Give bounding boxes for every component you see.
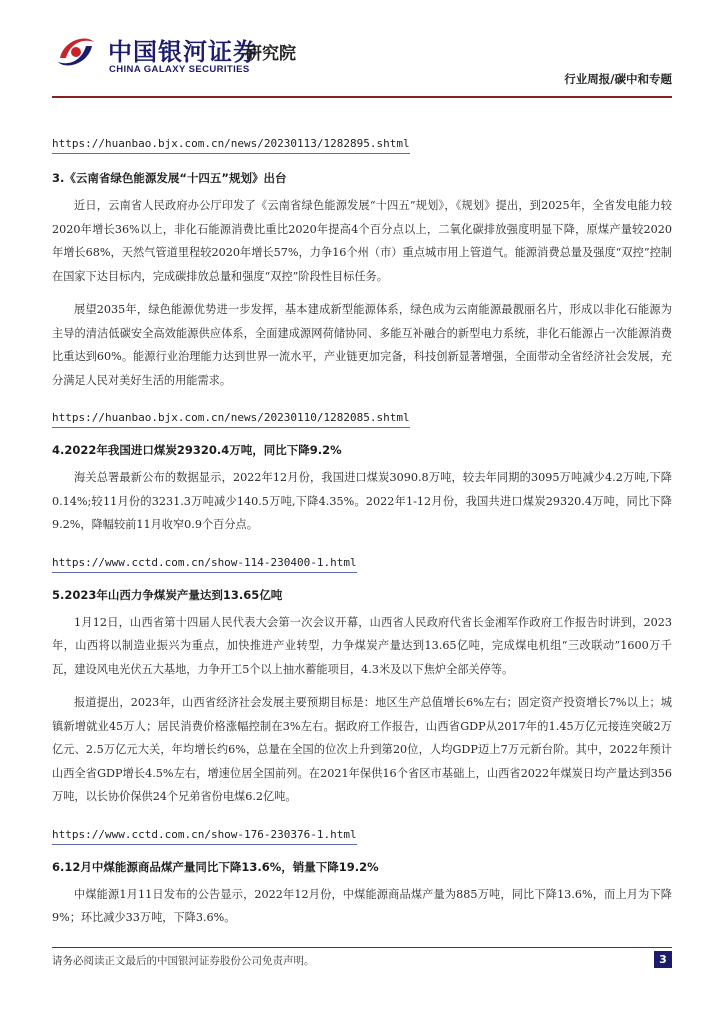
section-title: 3.《云南省绿色能源发展“十四五”规划》出台	[52, 171, 287, 185]
source-link[interactable]: https://www.cctd.com.cn/show-176-230376-1.html	[52, 827, 357, 841]
source-link[interactable]: https://huanbao.bjx.com.cn/news/20230113/1282895.shtml	[52, 137, 410, 150]
body-paragraph: 1月12日，山西省第十四届人民代表大会第一次会议开幕，山西省人民政府代省长金湘军作政府工作报告时讲到，2023年，山西将以制造业振兴为重点，加快推进产业转型，力争煤炭产量达到13.65亿吨，完成煤电机组“三改联动”1600万千瓦，建设风电光伏五大基地，力争开工5个以上抽水蓄能项目，4.3米及以下焦炉全部关停等。	[52, 615, 672, 676]
section-title: 6.12月中煤能源商品煤产量同比下降13.6%，销量下降19.2%	[52, 859, 379, 874]
logo-english-name: CHINA GALAXY SECURITIES	[109, 64, 250, 75]
section-title: 4.2022年我国进口煤炭29320.4万吨，同比下降9.2%	[52, 443, 342, 457]
link-wrapper	[52, 411, 410, 428]
document-type: 行业周报/碳中和专题	[564, 72, 672, 86]
link-wrapper	[52, 137, 410, 154]
logo-chinese-name: 中国银河证券	[108, 38, 258, 66]
body-paragraph: 近日，云南省人民政府办公厅印发了《云南省绿色能源发展“十四五”规划》，《规划》提出，到2025年，全省发电能力较2020年增长36%以上，非化石能源消费比重比2020年提高4个百分点以上，二氧化碳排放强度明显下降，原煤产量较2020年增长68%，天然气管道里程较2020年增长57%，力争16个州（市）重点城市用上管道气。能源消费总量及强度“双控”控制在国家下达目标内，完成碳排放总量和强度“双控”阶段性目标任务。	[52, 199, 672, 283]
source-link[interactable]: https://huanbao.bjx.com.cn/news/20230110/1282085.shtml	[52, 411, 410, 424]
section-title: 5.2023年山西力争煤炭产量达到13.65亿吨	[52, 587, 283, 602]
institute-label: 研究院	[245, 44, 296, 64]
body-paragraph: 海关总署最新公布的数据显示，2022年12月份，我国进口煤炭3090.8万吨，较去年同期的3095万吨减少4.2万吨,下降0.14%;较11月份的3231.3万吨减少140.5万吨,下降4.35%。2022年1-12月份，我国共进口煤炭29320.4万吨，同比下降9.2%，降幅较前11月收窄0.9个百分点。	[52, 471, 672, 531]
page-number: 3	[654, 951, 672, 968]
body-paragraph: 展望2035年，绿色能源优势进一步发挥，基本建成新型能源体系，绿色成为云南能源最靓丽名片，形成以非化石能源为主导的清洁低碳安全高效能源供应体系，全面建成源网荷储协同、多能互补融合的新型电力系统，非化石能源占一次能源消费比重达到60%。能源行业治理能力达到世界一流水平，产业链更加完备，科技创新显著增强，全面带动全省经济社会发展，充分满足人民对美好生活的用能需求。	[52, 303, 672, 387]
footer-divider	[52, 947, 672, 948]
link-wrapper	[52, 828, 357, 845]
body-paragraph: 中煤能源1月11日发布的公告显示，2022年12月份，中煤能源商品煤产量为885万吨，同比下降13.6%，而上月为下降9%；环比减少33万吨，下降3.6%。	[52, 887, 672, 924]
body-paragraph: 报道提出，2023年，山西省经济社会发展主要预期目标是：地区生产总值增长6%左右；固定资产投资增长7%以上；城镇新增就业45万人；居民消费价格涨幅控制在3%左右。据政府工作报告，山西省GDP从2017年的1.45万亿元接连突破2万亿元、2.5万亿元大关，年均增长约6%，总量在全国的位次上升到第20位，人均GDP迈上7万元新台阶。其中，2022年预计山西全省GDP增长4.5%左右，增速位居全国前列。在2021年保供16个省区市基础上，山西省2022年煤炭日均产量达到356万吨，以长协价保供24个兄弟省份电煤6.2亿吨。	[52, 696, 672, 803]
galaxy-logo-icon	[52, 28, 100, 76]
main-content	[52, 132, 672, 936]
link-wrapper	[52, 556, 357, 573]
header-divider	[52, 96, 672, 98]
disclaimer-note: 请务必阅读正文最后的中国银河证券股份公司免责声明。	[52, 955, 315, 967]
source-link[interactable]: https://www.cctd.com.cn/show-114-230400-1.html	[52, 555, 357, 569]
